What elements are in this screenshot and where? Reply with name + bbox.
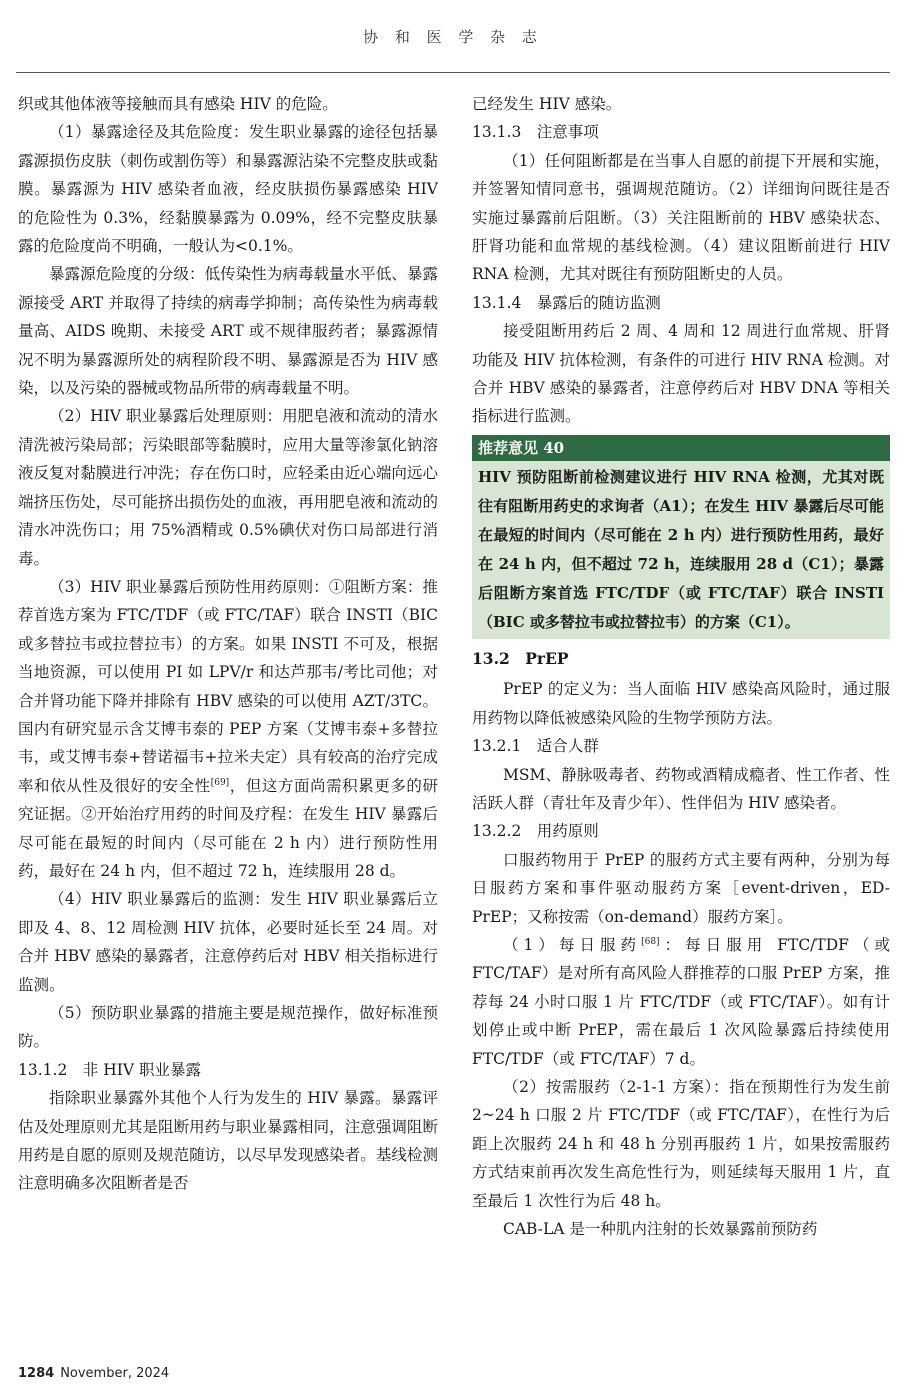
text-run: ，但这方面尚需积累更多的研究证据。②开始治疗用药的时间及疗程：在发生 HIV 暴露后尽可能在最短的时间内（尽可能在 2 h 内）进行预防性用药，最好在 24 h 内，但不超过 72 h，连续服用 28 d。 bbox=[18, 776, 438, 880]
footer-date: November, 2024 bbox=[60, 1366, 170, 1381]
section-heading: 13.1.2 非 HIV 职业暴露 bbox=[18, 1060, 201, 1079]
section-heading: 13.2.2 用药原则 bbox=[472, 822, 599, 841]
recommendation-body: HIV 预防阻断前检测建议进行 HIV RNA 检测，尤其对既往有阻断用药史的求询者（A1）；在发生 HIV 暴露后尽可能在最短的时间内（尽可能在 2 h 内）进行预防性用药，最好在 24 h 内，但不超过 72 h，连续服用 28 d（C1）；暴露后阻断方案首选 FTC/TDF（或 FTC/TAF）联合 INSTI（BIC 或多替拉韦或拉替拉韦）的方案（C1）。 bbox=[472, 461, 890, 639]
recommendation-box bbox=[472, 435, 890, 639]
section-heading: 13.1.3 注意事项 bbox=[472, 123, 599, 142]
paragraph: （1）任何阻断都是在当事人自愿的前提下开展和实施，并签署知情同意书，强调规范随访。（2）详细询问既往是否实施过暴露前后阻断。（3）关注阻断前的 HBV 感染状态、肝肾功能和血常规的基线检测。（4）建议阻断前进行 HIV RNA 检测，尤其对既往有预防阻断史的人员。 bbox=[472, 151, 890, 284]
paragraph: （2）按需服药（2-1-1 方案）：指在预期性行为发生前 2~24 h 口服 2 片 FTC/TDF（或 FTC/TAF），在性行为后距上次服药 24 h 和 48 h 分别再服药 1 片，如果按需服药方式结束前再次发生高危性行为，则延续每天服用 1 片，直至最后 1 次性行为后 48 h。 bbox=[472, 1077, 890, 1210]
paragraph: （4）HIV 职业暴露后的监测：发生 HIV 职业暴露后立即及 4、8、12 周检测 HIV 抗体，必要时延长至 24 周。对合并 HBV 感染的暴露者，注意停药后对 HBV 相关指标进行监测。 bbox=[18, 890, 438, 994]
paragraph: 指除职业暴露外其他个人行为发生的 HIV 暴露。暴露评估及处理原则尤其是阻断用药与职业暴露相同，注意强调阻断用药是自愿的原则及规范随访，以尽早发现感染者。基线检测注意明确多次阻断者是否 bbox=[18, 1089, 438, 1193]
recommendation-title: 推荐意见 40 bbox=[472, 435, 890, 461]
text-run: （3）HIV 职业暴露后预防性用药原则：①阻断方案：推荐首选方案为 FTC/TDF（或 FTC/TAF）联合 INSTI（BIC 或多替拉韦或拉替拉韦）的方案。如果 INSTI 不可及，根据当地资源，可以使用 PI 如 LPV/r 和达芦那韦/考比司他；对合并肾功能下降并排除有 HBV 感染的可以使用 AZT/3TC。国内有研究显示含艾博韦泰的 PEP 方案（艾博韦泰+多替拉韦，或艾博韦泰+替诺福韦+拉米夫定）具有较高的治疗完成率和依从性及很好的安全性 bbox=[18, 577, 438, 795]
running-head-journal-title: 协 和 医 学 杂 志 bbox=[363, 28, 543, 46]
section-heading: 13.2 PrEP bbox=[472, 648, 569, 668]
citation-ref: [69] bbox=[210, 777, 230, 788]
page-footer bbox=[18, 1366, 169, 1381]
paragraph bbox=[472, 931, 890, 1073]
paragraph: （2）HIV 职业暴露后处理原则：用肥皂液和流动的清水清洗被污染局部；污染眼部等黏膜时，应用大量等渗氯化钠溶液反复对黏膜进行冲洗；存在伤口时，应轻柔由近心端向远心端挤压伤处，尽可能挤出损伤处的血液，再用肥皂液和流动的清水冲洗伤口；用 75%酒精或 0.5%碘伏对伤口局部进行消毒。 bbox=[18, 407, 438, 568]
left-column bbox=[18, 90, 438, 1198]
page-number: 1284 bbox=[18, 1366, 55, 1381]
section-heading: 13.2.1 适合人群 bbox=[472, 737, 599, 756]
paragraph: 已经发生 HIV 感染。 bbox=[472, 95, 622, 113]
paragraph: 接受阻断用药后 2 周、4 周和 12 周进行血常规、肝肾功能及 HIV 抗体检测，有条件的可进行 HIV RNA 检测。对合并 HBV 感染的暴露者，注意停药后对 HBV DNA 等相关指标进行监测。 bbox=[472, 322, 890, 426]
paragraph: PrEP 的定义为：当人面临 HIV 感染高风险时，通过服用药物以降低被感染风险的生物学预防方法。 bbox=[472, 680, 890, 727]
paragraph: （5）预防职业暴露的措施主要是规范操作，做好标准预防。 bbox=[18, 1004, 438, 1051]
section-heading: 13.1.4 暴露后的随访监测 bbox=[472, 293, 661, 312]
text-run: （1）每日服药 bbox=[503, 935, 642, 954]
paragraph: 口服药物用于 PrEP 的服药方式主要有两种，分别为每日服药方案和事件驱动服药方案［event-driven，ED-PrEP；又称按需（on-demand）服药方案］。 bbox=[472, 850, 890, 926]
paragraph: CAB-LA 是一种肌内注射的长效暴露前预防药 bbox=[503, 1220, 818, 1238]
text-run: ：每日服用 FTC/TDF（或 FTC/TAF）是对所有高风险人群推荐的口服 PrEP 方案，推荐每 24 小时口服 1 片 FTC/TDF（或 FTC/TAF）。如有计划停止或中断 PrEP，需在最后 1 次风险暴露后持续使用 FTC/TDF（或 FTC/TAF）7 d。 bbox=[472, 935, 890, 1068]
paragraph: MSM、静脉吸毒者、药物或酒精成瘾者、性工作者、性活跃人群（青壮年及青少年）、性伴侣为 HIV 感染者。 bbox=[472, 765, 890, 812]
paragraph: （1）暴露途径及其危险度：发生职业暴露的途径包括暴露源损伤皮肤（刺伤或割伤等）和暴露源沾染不完整皮肤或黏膜。暴露源为 HIV 感染者血液，经皮肤损伤暴露感染 HIV 的危险性为 0.3%，经黏膜暴露为 0.09%，经不完整皮肤暴露的危险度尚不明确，一般认为<0.1%。 bbox=[18, 123, 438, 256]
paragraph: 织或其他体液等接触而具有感染 HIV 的危险。 bbox=[18, 95, 338, 113]
header-rule bbox=[16, 72, 890, 73]
paragraph bbox=[18, 573, 438, 885]
right-column bbox=[472, 90, 890, 1243]
paragraph: 暴露源危险度的分级：低传染性为病毒载量水平低、暴露源接受 ART 并取得了持续的病毒学抑制；高传染性为病毒载量高、AIDS 晚期、未接受 ART 或不规律服药者；暴露源情况不明为暴露源所处的病程阶段不明、暴露源是否为 HIV 感染，以及污染的器械或物品所带的病毒载量不明。 bbox=[18, 265, 438, 398]
citation-ref: [68] bbox=[641, 936, 660, 947]
